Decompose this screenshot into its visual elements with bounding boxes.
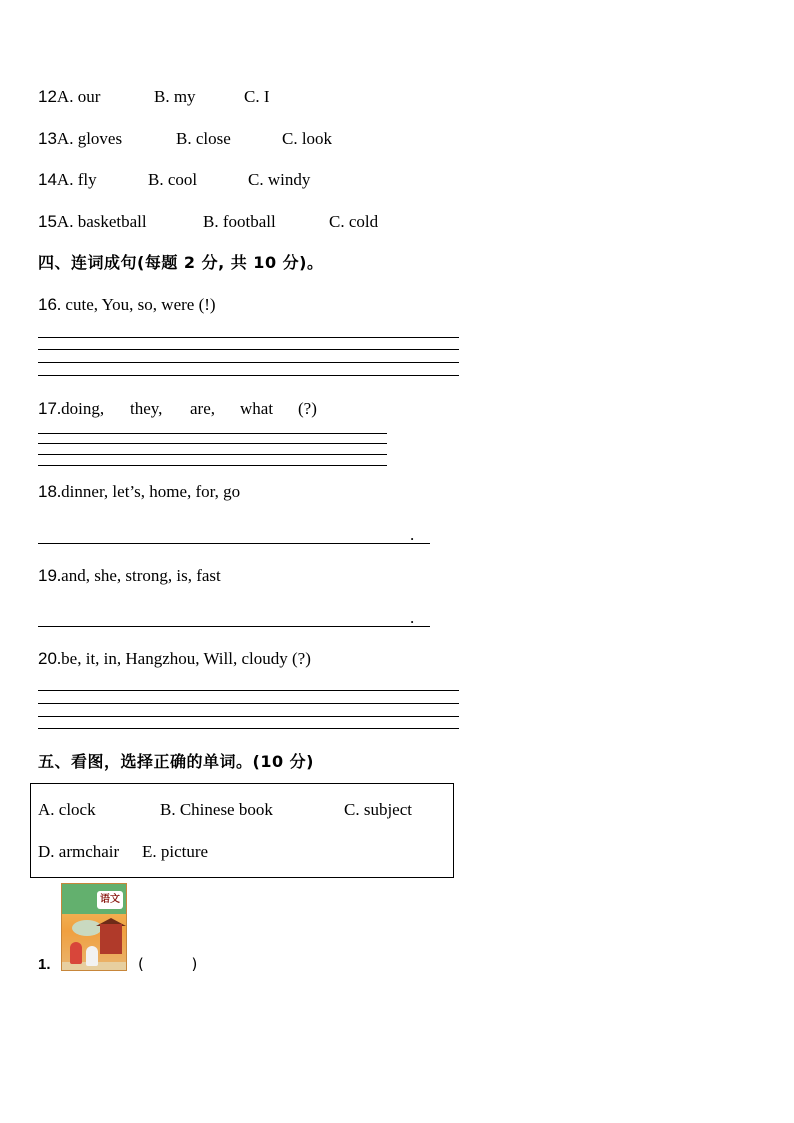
book-title: 语文 <box>97 891 123 909</box>
question-number: 12 <box>38 87 57 106</box>
word-option-c: C. subject <box>344 800 412 819</box>
word-option-b: B. Chinese book <box>160 800 273 819</box>
option-b: B. football <box>203 212 276 231</box>
option-a: A. fly <box>56 170 97 189</box>
question-text: .be, it, in, Hangzhou, Will, cloudy (?) <box>56 649 311 668</box>
question-text: .and, she, strong, is, fast <box>56 566 221 585</box>
book-cover-house <box>100 924 122 954</box>
option-c: C. look <box>282 129 333 148</box>
word-bank-box <box>30 783 454 878</box>
word: are, <box>190 399 216 418</box>
section-4-heading: 四、连词成句(每题 2 分, 共 10 分)。 <box>38 253 324 272</box>
question-number: 17 <box>38 399 57 418</box>
answer-line <box>38 375 459 376</box>
question-number: 19 <box>38 566 57 585</box>
section-5-heading: 五、看图，选择正确的单词。(10 分) <box>38 752 314 771</box>
answer-line <box>38 703 459 704</box>
option-a: A. gloves <box>56 129 123 148</box>
book-cover-child <box>70 942 82 964</box>
answer-line <box>38 433 387 434</box>
question-number: 15 <box>38 212 57 231</box>
book-cover-child <box>86 946 98 966</box>
option-a: A. basketball <box>56 212 147 231</box>
word: (?) <box>298 399 317 418</box>
answer-line <box>38 465 387 466</box>
question-18 <box>38 482 240 502</box>
sentence-end-period: . <box>410 525 415 544</box>
option-c: C. I <box>244 87 270 106</box>
word: .doing, <box>56 399 105 418</box>
answer-line <box>38 716 459 717</box>
answer-line-19[interactable] <box>38 626 430 627</box>
question-20 <box>38 649 311 669</box>
question-text: . cute, You, so, were (!) <box>56 295 216 314</box>
option-b: B. close <box>176 129 231 148</box>
word-option-a: A. clock <box>38 800 96 819</box>
word: what <box>240 399 274 418</box>
option-c: C. windy <box>248 170 311 189</box>
word-option-d: D. armchair <box>38 842 120 861</box>
picture-question-number: 1. <box>38 956 51 973</box>
answer-line <box>38 728 459 729</box>
answer-line <box>38 443 387 444</box>
option-b: B. my <box>154 87 196 106</box>
question-number: 16 <box>38 295 57 314</box>
word-option-e: E. picture <box>142 842 209 861</box>
answer-line <box>38 362 459 363</box>
question-number: 13 <box>38 129 57 148</box>
word: they, <box>130 399 163 418</box>
answer-line <box>38 454 387 455</box>
question-number: 14 <box>38 170 57 189</box>
answer-parentheses[interactable]: ( ) <box>138 955 198 973</box>
chinese-book-image <box>61 883 127 971</box>
option-c: C. cold <box>329 212 379 231</box>
sentence-end-period: . <box>410 608 415 627</box>
answer-line-18[interactable] <box>38 543 430 544</box>
question-number: 20 <box>38 649 57 668</box>
answer-line <box>38 349 459 350</box>
question-19 <box>38 566 221 586</box>
question-number: 18 <box>38 482 57 501</box>
answer-line <box>38 690 459 691</box>
option-a: A. our <box>56 87 101 106</box>
answer-line <box>38 337 459 338</box>
option-b: B. cool <box>148 170 198 189</box>
question-text: .dinner, let’s, home, for, go <box>56 482 241 501</box>
question-16 <box>38 295 216 315</box>
